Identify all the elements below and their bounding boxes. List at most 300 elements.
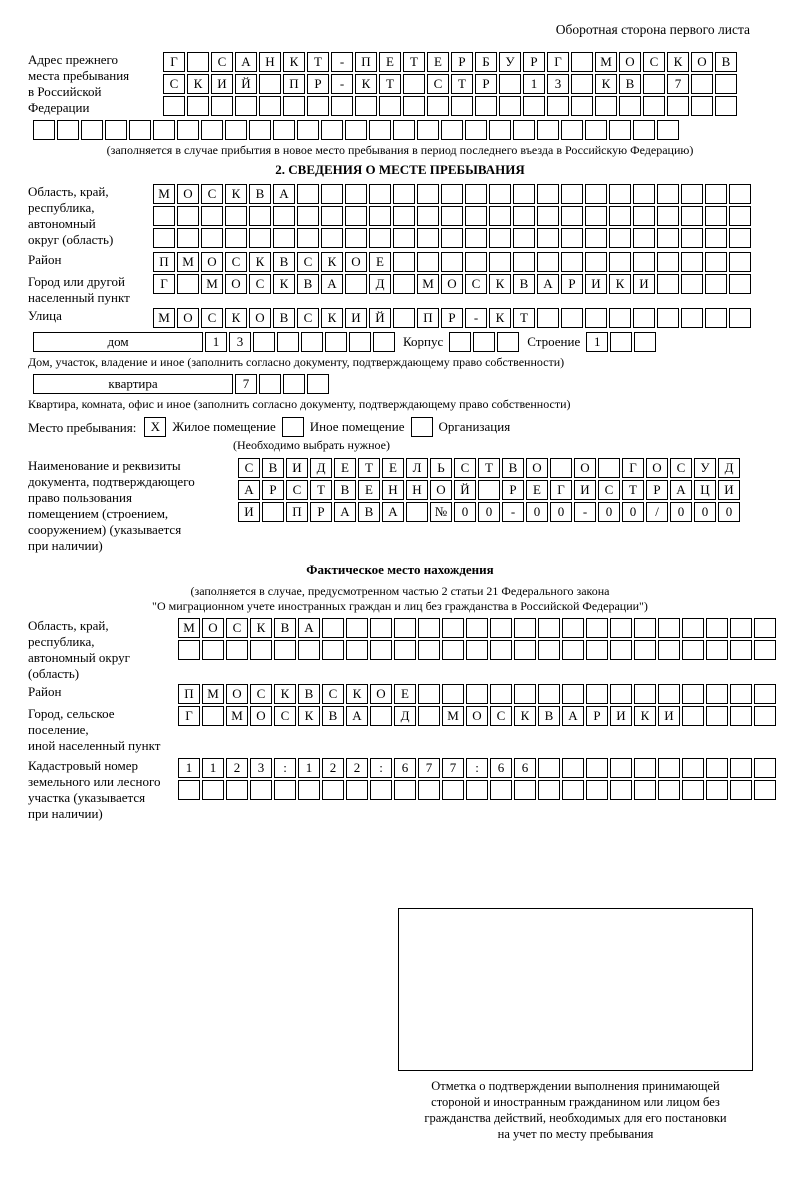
form-cell[interactable]	[274, 640, 296, 660]
form-cell[interactable]	[682, 780, 704, 800]
form-cell[interactable]	[681, 274, 703, 294]
form-cell[interactable]	[226, 780, 248, 800]
form-cell[interactable]: О	[526, 458, 548, 478]
form-cell[interactable]	[514, 684, 536, 704]
form-cell[interactable]: С	[465, 274, 487, 294]
form-cell[interactable]: А	[235, 52, 257, 72]
form-cell[interactable]	[298, 780, 320, 800]
form-cell[interactable]: Е	[334, 458, 356, 478]
form-cell[interactable]: 3	[229, 332, 251, 352]
section3-region-row[interactable]	[178, 618, 778, 638]
form-cell[interactable]	[441, 120, 463, 140]
previous-address-row[interactable]	[163, 96, 739, 116]
form-cell[interactable]: К	[321, 308, 343, 328]
form-cell[interactable]: И	[574, 480, 596, 500]
form-cell[interactable]: О	[177, 184, 199, 204]
form-cell[interactable]	[585, 184, 607, 204]
form-cell[interactable]	[634, 758, 656, 778]
form-cell[interactable]	[598, 458, 620, 478]
form-cell[interactable]	[473, 332, 495, 352]
form-cell[interactable]	[682, 706, 704, 726]
form-cell[interactable]: К	[298, 706, 320, 726]
form-cell[interactable]	[682, 618, 704, 638]
document-row[interactable]	[238, 480, 742, 500]
form-cell[interactable]	[321, 184, 343, 204]
form-cell[interactable]: 1	[202, 758, 224, 778]
form-cell[interactable]: 0	[598, 502, 620, 522]
form-cell[interactable]	[537, 228, 559, 248]
form-cell[interactable]: Т	[307, 52, 329, 72]
form-cell[interactable]	[561, 120, 583, 140]
form-cell[interactable]: П	[178, 684, 200, 704]
form-cell[interactable]: М	[417, 274, 439, 294]
form-cell[interactable]	[418, 640, 440, 660]
form-cell[interactable]	[369, 228, 391, 248]
form-cell[interactable]: О	[201, 252, 223, 272]
form-cell[interactable]	[609, 228, 631, 248]
form-cell[interactable]	[489, 206, 511, 226]
form-cell[interactable]: А	[382, 502, 404, 522]
form-cell[interactable]	[490, 618, 512, 638]
form-cell[interactable]: :	[466, 758, 488, 778]
form-cell[interactable]: В	[273, 308, 295, 328]
form-cell[interactable]	[523, 96, 545, 116]
form-cell[interactable]: К	[595, 74, 617, 94]
form-cell[interactable]: В	[619, 74, 641, 94]
form-cell[interactable]: Т	[358, 458, 380, 478]
form-cell[interactable]: В	[297, 274, 319, 294]
form-cell[interactable]: О	[177, 308, 199, 328]
form-cell[interactable]	[406, 502, 428, 522]
form-cell[interactable]	[586, 684, 608, 704]
form-cell[interactable]	[561, 308, 583, 328]
form-cell[interactable]	[538, 618, 560, 638]
previous-address-row[interactable]	[163, 74, 739, 94]
form-cell[interactable]	[585, 120, 607, 140]
form-cell[interactable]: 3	[250, 758, 272, 778]
form-cell[interactable]	[705, 252, 727, 272]
form-cell[interactable]	[466, 618, 488, 638]
form-cell[interactable]: И	[633, 274, 655, 294]
section2-region-row[interactable]	[153, 228, 753, 248]
form-cell[interactable]	[153, 206, 175, 226]
form-cell[interactable]: Е	[369, 252, 391, 272]
form-cell[interactable]: А	[346, 706, 368, 726]
form-cell[interactable]	[211, 96, 233, 116]
form-cell[interactable]	[394, 780, 416, 800]
form-cell[interactable]: О	[226, 684, 248, 704]
form-cell[interactable]: С	[211, 52, 233, 72]
form-cell[interactable]	[609, 120, 631, 140]
form-cell[interactable]: Г	[550, 480, 572, 500]
form-cell[interactable]: В	[502, 458, 524, 478]
form-cell[interactable]: Е	[526, 480, 548, 500]
form-cell[interactable]	[370, 640, 392, 660]
form-cell[interactable]	[297, 184, 319, 204]
form-cell[interactable]: К	[634, 706, 656, 726]
form-cell[interactable]	[585, 228, 607, 248]
form-cell[interactable]: О	[466, 706, 488, 726]
form-cell[interactable]	[513, 228, 535, 248]
form-cell[interactable]	[345, 184, 367, 204]
form-cell[interactable]	[417, 120, 439, 140]
form-cell[interactable]: Д	[369, 274, 391, 294]
form-cell[interactable]	[538, 758, 560, 778]
form-cell[interactable]	[273, 206, 295, 226]
form-cell[interactable]	[153, 228, 175, 248]
form-cell[interactable]	[729, 206, 751, 226]
form-cell[interactable]: Г	[153, 274, 175, 294]
form-cell[interactable]	[561, 206, 583, 226]
form-cell[interactable]: 6	[514, 758, 536, 778]
form-cell[interactable]: 7	[235, 374, 257, 394]
form-cell[interactable]: :	[274, 758, 296, 778]
form-cell[interactable]: Й	[235, 74, 257, 94]
form-cell[interactable]	[514, 618, 536, 638]
form-cell[interactable]	[81, 120, 103, 140]
place-type-option2-checkbox[interactable]	[282, 417, 304, 437]
form-cell[interactable]: О	[691, 52, 713, 72]
form-cell[interactable]: И	[610, 706, 632, 726]
form-cell[interactable]	[609, 252, 631, 272]
form-cell[interactable]	[514, 780, 536, 800]
form-cell[interactable]: -	[331, 52, 353, 72]
form-cell[interactable]	[417, 252, 439, 272]
form-cell[interactable]: Р	[307, 74, 329, 94]
form-cell[interactable]	[33, 120, 55, 140]
form-cell[interactable]: Т	[310, 480, 332, 500]
form-cell[interactable]	[634, 684, 656, 704]
cadastral-row[interactable]	[178, 780, 778, 800]
form-cell[interactable]	[153, 120, 175, 140]
form-cell[interactable]	[345, 228, 367, 248]
form-cell[interactable]: С	[201, 308, 223, 328]
form-cell[interactable]: 7	[442, 758, 464, 778]
form-cell[interactable]: 3	[547, 74, 569, 94]
form-cell[interactable]: -	[502, 502, 524, 522]
form-cell[interactable]	[277, 332, 299, 352]
flat-cells[interactable]	[235, 374, 331, 394]
section2-region-row[interactable]	[153, 184, 753, 204]
form-cell[interactable]	[345, 274, 367, 294]
form-cell[interactable]: 0	[718, 502, 740, 522]
form-cell[interactable]	[325, 332, 347, 352]
form-cell[interactable]: О	[345, 252, 367, 272]
form-cell[interactable]	[178, 780, 200, 800]
cadastral-row[interactable]	[178, 758, 778, 778]
form-cell[interactable]	[571, 96, 593, 116]
form-cell[interactable]	[705, 274, 727, 294]
form-cell[interactable]	[730, 706, 752, 726]
form-cell[interactable]: Л	[406, 458, 428, 478]
form-cell[interactable]	[585, 252, 607, 272]
form-cell[interactable]	[321, 120, 343, 140]
form-cell[interactable]: Т	[478, 458, 500, 478]
form-cell[interactable]: С	[322, 684, 344, 704]
form-cell[interactable]: Т	[451, 74, 473, 94]
form-cell[interactable]: И	[585, 274, 607, 294]
form-cell[interactable]: П	[153, 252, 175, 272]
form-cell[interactable]: Т	[379, 74, 401, 94]
form-cell[interactable]	[561, 252, 583, 272]
form-cell[interactable]: К	[274, 684, 296, 704]
form-cell[interactable]: Д	[394, 706, 416, 726]
form-cell[interactable]	[706, 780, 728, 800]
previous-address-row[interactable]	[163, 52, 739, 72]
form-cell[interactable]: 2	[226, 758, 248, 778]
form-cell[interactable]	[634, 780, 656, 800]
form-cell[interactable]	[634, 618, 656, 638]
form-cell[interactable]	[681, 228, 703, 248]
form-cell[interactable]: Н	[382, 480, 404, 500]
form-cell[interactable]: Г	[622, 458, 644, 478]
document-row[interactable]	[238, 502, 742, 522]
form-cell[interactable]	[610, 758, 632, 778]
form-cell[interactable]	[441, 206, 463, 226]
section2-city-row[interactable]	[153, 274, 753, 294]
form-cell[interactable]: Г	[547, 52, 569, 72]
form-cell[interactable]: С	[427, 74, 449, 94]
form-cell[interactable]: 0	[670, 502, 692, 522]
form-cell[interactable]	[706, 640, 728, 660]
form-cell[interactable]	[657, 206, 679, 226]
form-cell[interactable]	[129, 120, 151, 140]
form-cell[interactable]	[499, 96, 521, 116]
form-cell[interactable]	[235, 96, 257, 116]
form-cell[interactable]	[370, 618, 392, 638]
form-cell[interactable]: М	[595, 52, 617, 72]
form-cell[interactable]: 0	[526, 502, 548, 522]
form-cell[interactable]	[643, 96, 665, 116]
form-cell[interactable]	[729, 252, 751, 272]
form-cell[interactable]	[585, 206, 607, 226]
form-cell[interactable]: А	[670, 480, 692, 500]
form-cell[interactable]	[449, 332, 471, 352]
form-cell[interactable]	[633, 206, 655, 226]
form-cell[interactable]	[490, 640, 512, 660]
form-cell[interactable]	[307, 374, 329, 394]
form-cell[interactable]: М	[178, 618, 200, 638]
form-cell[interactable]	[274, 780, 296, 800]
form-cell[interactable]	[345, 206, 367, 226]
form-cell[interactable]	[562, 758, 584, 778]
form-cell[interactable]	[538, 640, 560, 660]
form-cell[interactable]: С	[643, 52, 665, 72]
form-cell[interactable]: Т	[513, 308, 535, 328]
form-cell[interactable]: Р	[475, 74, 497, 94]
place-type-option3-checkbox[interactable]	[411, 417, 433, 437]
form-cell[interactable]: С	[249, 274, 271, 294]
form-cell[interactable]	[706, 618, 728, 638]
form-cell[interactable]: -	[331, 74, 353, 94]
form-cell[interactable]: К	[273, 274, 295, 294]
form-cell[interactable]	[393, 228, 415, 248]
form-cell[interactable]	[177, 206, 199, 226]
form-cell[interactable]	[442, 640, 464, 660]
form-cell[interactable]	[682, 640, 704, 660]
form-cell[interactable]: У	[694, 458, 716, 478]
form-cell[interactable]: Р	[502, 480, 524, 500]
form-cell[interactable]: Д	[310, 458, 332, 478]
form-cell[interactable]	[465, 184, 487, 204]
form-cell[interactable]	[393, 120, 415, 140]
previous-address-row-full[interactable]	[33, 120, 772, 140]
form-cell[interactable]	[226, 640, 248, 660]
form-cell[interactable]	[393, 252, 415, 272]
form-cell[interactable]: Г	[163, 52, 185, 72]
form-cell[interactable]	[729, 274, 751, 294]
form-cell[interactable]	[403, 96, 425, 116]
form-cell[interactable]: 0	[454, 502, 476, 522]
form-cell[interactable]: 0	[694, 502, 716, 522]
form-cell[interactable]: -	[465, 308, 487, 328]
form-cell[interactable]: -	[574, 502, 596, 522]
form-cell[interactable]: О	[225, 274, 247, 294]
form-cell[interactable]: А	[238, 480, 260, 500]
korpus-cells[interactable]	[449, 332, 521, 352]
form-cell[interactable]: С	[670, 458, 692, 478]
form-cell[interactable]	[681, 184, 703, 204]
form-cell[interactable]	[550, 458, 572, 478]
form-cell[interactable]: Е	[382, 458, 404, 478]
section3-city-row[interactable]	[178, 706, 778, 726]
form-cell[interactable]: Р	[451, 52, 473, 72]
form-cell[interactable]: И	[345, 308, 367, 328]
form-cell[interactable]	[681, 252, 703, 272]
form-cell[interactable]	[250, 780, 272, 800]
form-cell[interactable]	[442, 780, 464, 800]
form-cell[interactable]	[610, 780, 632, 800]
form-cell[interactable]	[403, 74, 425, 94]
form-cell[interactable]: К	[489, 308, 511, 328]
form-cell[interactable]: 2	[322, 758, 344, 778]
form-cell[interactable]: В	[715, 52, 737, 72]
form-cell[interactable]: Ц	[694, 480, 716, 500]
form-cell[interactable]	[513, 184, 535, 204]
form-cell[interactable]	[730, 618, 752, 638]
form-cell[interactable]: К	[321, 252, 343, 272]
form-cell[interactable]	[250, 640, 272, 660]
form-cell[interactable]	[373, 332, 395, 352]
form-cell[interactable]	[346, 640, 368, 660]
form-cell[interactable]	[297, 228, 319, 248]
form-cell[interactable]	[283, 374, 305, 394]
form-cell[interactable]	[346, 780, 368, 800]
form-cell[interactable]	[633, 120, 655, 140]
form-cell[interactable]: К	[283, 52, 305, 72]
form-cell[interactable]	[249, 228, 271, 248]
form-cell[interactable]: П	[283, 74, 305, 94]
form-cell[interactable]: 1	[586, 332, 608, 352]
form-cell[interactable]: М	[442, 706, 464, 726]
form-cell[interactable]	[730, 684, 752, 704]
form-cell[interactable]	[705, 184, 727, 204]
form-cell[interactable]: П	[286, 502, 308, 522]
form-cell[interactable]	[297, 120, 319, 140]
form-cell[interactable]: Н	[406, 480, 428, 500]
form-cell[interactable]	[466, 780, 488, 800]
form-cell[interactable]: Р	[646, 480, 668, 500]
form-cell[interactable]	[754, 758, 776, 778]
form-cell[interactable]: И	[238, 502, 260, 522]
form-cell[interactable]: Е	[379, 52, 401, 72]
form-cell[interactable]	[322, 618, 344, 638]
form-cell[interactable]	[586, 780, 608, 800]
form-cell[interactable]: С	[250, 684, 272, 704]
form-cell[interactable]: Р	[561, 274, 583, 294]
form-cell[interactable]: №	[430, 502, 452, 522]
form-cell[interactable]	[262, 502, 284, 522]
form-cell[interactable]	[321, 228, 343, 248]
form-cell[interactable]	[499, 74, 521, 94]
form-cell[interactable]: 0	[550, 502, 572, 522]
form-cell[interactable]	[177, 120, 199, 140]
form-cell[interactable]: М	[153, 184, 175, 204]
form-cell[interactable]	[586, 618, 608, 638]
form-cell[interactable]	[547, 96, 569, 116]
form-cell[interactable]: Н	[259, 52, 281, 72]
form-cell[interactable]	[202, 640, 224, 660]
form-cell[interactable]: Й	[369, 308, 391, 328]
form-cell[interactable]	[715, 96, 737, 116]
form-cell[interactable]	[489, 252, 511, 272]
form-cell[interactable]: С	[454, 458, 476, 478]
form-cell[interactable]: 1	[298, 758, 320, 778]
form-cell[interactable]	[273, 120, 295, 140]
form-cell[interactable]	[754, 618, 776, 638]
form-cell[interactable]	[658, 618, 680, 638]
form-cell[interactable]: О	[250, 706, 272, 726]
form-cell[interactable]	[658, 758, 680, 778]
form-cell[interactable]	[609, 206, 631, 226]
form-cell[interactable]	[595, 96, 617, 116]
form-cell[interactable]	[634, 640, 656, 660]
form-cell[interactable]	[442, 618, 464, 638]
form-cell[interactable]: М	[201, 274, 223, 294]
section3-region-row[interactable]	[178, 640, 778, 660]
form-cell[interactable]	[657, 252, 679, 272]
form-cell[interactable]: Е	[394, 684, 416, 704]
form-cell[interactable]	[187, 96, 209, 116]
form-cell[interactable]	[417, 228, 439, 248]
form-cell[interactable]	[571, 52, 593, 72]
form-cell[interactable]	[610, 684, 632, 704]
form-cell[interactable]	[571, 74, 593, 94]
form-cell[interactable]: В	[273, 252, 295, 272]
form-cell[interactable]	[259, 374, 281, 394]
form-cell[interactable]: М	[202, 684, 224, 704]
form-cell[interactable]: Р	[586, 706, 608, 726]
form-cell[interactable]: К	[609, 274, 631, 294]
form-cell[interactable]	[225, 228, 247, 248]
form-cell[interactable]	[331, 96, 353, 116]
form-cell[interactable]	[489, 228, 511, 248]
form-cell[interactable]	[163, 96, 185, 116]
form-cell[interactable]	[178, 640, 200, 660]
form-cell[interactable]	[715, 74, 737, 94]
form-cell[interactable]	[442, 684, 464, 704]
form-cell[interactable]	[418, 618, 440, 638]
form-cell[interactable]	[634, 332, 656, 352]
form-cell[interactable]	[369, 120, 391, 140]
form-cell[interactable]	[322, 780, 344, 800]
form-cell[interactable]	[729, 184, 751, 204]
form-cell[interactable]: Р	[310, 502, 332, 522]
form-cell[interactable]: Е	[427, 52, 449, 72]
form-cell[interactable]	[706, 758, 728, 778]
form-cell[interactable]	[538, 684, 560, 704]
form-cell[interactable]	[441, 228, 463, 248]
